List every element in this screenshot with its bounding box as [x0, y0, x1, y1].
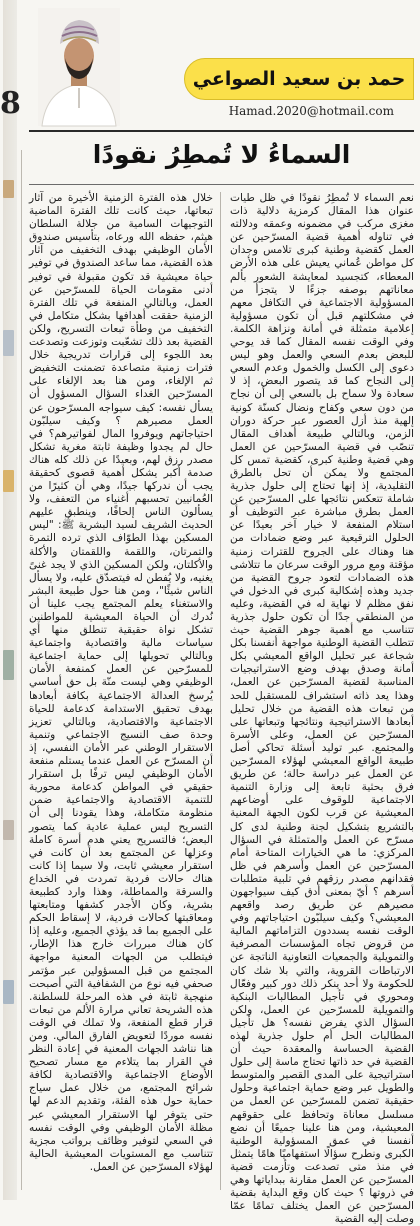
article-column-left [29, 192, 213, 1190]
page-edge-color-chip [3, 330, 14, 356]
page-edge-color-chip [3, 650, 14, 680]
article-title: السماءُ لا تُمطِرُ نقودًا [92, 140, 351, 169]
page-edge-color-chip [3, 180, 14, 198]
article [29, 0, 414, 1226]
article-body [29, 192, 414, 1226]
page-edge-digit: 8 [0, 86, 21, 121]
page-edge-color-chip [3, 980, 14, 1004]
page-edge-color-chip [3, 820, 14, 840]
title-divider [29, 184, 414, 185]
column-left-text: خلال هذه الفترة الزمنية الأخيرة من آثار تبعاتها، حيث كانت تلك الفترة الماضية التوجيهات السامية من جلالة السلطان هيثم، حفظه الله ورعاه، بتأسيس صندوق الأمان الوظيفي بهدف التخفيف من آثار هذه القضية، مما ساعد الصندوق في توفير حياة معيشية قد تكون مقبولة في توفير أدنى مقومات الحياة للمسرّحين عن العمل، وبالتالي المنفعة في تلك الفترة الزمنية حققت أهدافها بشكل متكامل في التخفيف من وطأة تبعات التسريح، ولكن القضية بعد ذلك تشعّبت وتوزعت وتصدعت بعد اللجوء إلى قرارات تدريجية خلال فترات زمنية متصاعدة تضمنت التخفيض ثم الإلغاء، ومن هنا بعد الإلغاء على المسرّحين الغداء السؤال المسؤول أن يسأل نفسه: كيف سيواجه المسرّحون عن العمل مصيرهم ؟ وكيف سيلبّون احتياجاتهم ويوفروا المال لفواتيرهم؟ في حال لم يجدوا وظيفة ثابتة مغرية تشكل مصدر رزق لهم، وبعيدًا عن ذلك كله هناك صدمة أكبر يشكل أهمية قصوى كحقيقة يجب أن ندركها جيدًا، وهي أن كثيرًا من العُمانيين تحسبهم أغنياء من التعفف، ولا يسألون الناس إلحافًا، وينطبق عليهم الحديث الشريف لسيد البشرية ﷺ: "ليس المسكين بهذا الطوّاف الذي ترده التمرة والتمرتان، واللقمة واللقمتان والأكلة والأكلتان، ولكن المسكين الذي لا يجد غنىً يغنيه، ولا يُفطن له فيتصدّق عليه، ولا يسأل الناس شيئًا"، ومن هنا حول طبيعة البشر والاستغناء يعلم المجتمع يجب علينا أن نُدرك أن الحياة المعيشية للمواطنين تشكل نواة حقيقية تنطلق منها أي سياسات مالية واقتصادية واجتماعية وبالتالي تحويلها إلى حماية اجتماعية للمسرّحين عن العمل كمنفعة الأمان الوظيفي وهي ليست منّة بل حق أساسي يُرسخ العدالة الاجتماعية بكافة أبعادها بهدف تحقيق الاستدامة كدعامة للحياة الاجتماعية والاقتصادية، وبالتالي تعزيز وحدة صف النسيج الاجتماعي وتنمية الاستقرار الوطني عبر الأمان النفسي، إذ أن المسرّح عن العمل عندما يستلم منفعة الأمان الوظيفي ليس ترفًا بل استقرار حقيقي في المواطن كدعامة محورية للتنمية الاقتصادية والاجتماعية ضمن منظومة متكاملة، وهذا يقودنا إلى أن التسريح ليس عملية عادية كما يتصور البعض؛ فالتسريح يعني هدم أسرة كاملة وعزلها عن المجتمع بعد أن كانت في استقرار معيشي ثابت، ولا سيما إذا كانت هناك حالات فردية تمردت في الخداع والسرقة والمماطلة، وهذا وارد كطبيعة بشرية، وكان الأجدر كشفها ومتابعتها ومعاقبتها كحالات فردية، لا إسقاط الحكم على الجميع بما قد يؤذي الجميع، وعليه إذا كان هناك مبررات خارج هذا الإطار، فيتطلب من الجهات المعنية مواجهة المجتمع من قبل المسؤولين عبر مؤتمر صحفي فيه نوع من الشفافية التي أصبحت منهجية ثابتة في هذه المرحلة للسلطنة. هذه الشريحة تعاني مرارة الألم من تبعات قرار قطع المنفعة، ولا تملك في الوقت نفسه موردًا لتعويض الفارق المالي. ومن هنا نناشد الجهات المعنية في إعادة النظر في القرار بما يتلاءم مع مسار تصحيح الأوضاع الاجتماعية والاقتصادية لكافة شرائح المجتمع، من خلال عمل سياج حماية حول هذه الفئة، وتقديم الدعم لها حتى يتوفر لها الاستقرار المعيشي عبر مظلة الأمان الوظيفي وفي الوقت نفسه في السعي لتوفير وظائف برواتب مجزية تتناسب مع المستويات المعيشية الحالية لهؤلاء المسرّحين عن العمل. [29, 192, 213, 1173]
column-right-text: نعم السماء لا تُمطِرُ نقودًا في ظل طيات عنوان هذا المقال كرمزية دلالية ذات مغزى مركب في مضمونه وعمقه ودلالته في تناوله أهمية قضية المسرّحين عن العمل كقضية وطنية كبرى تلامس وجدان كل مواطن عُماني يعيش على هذه الأرض المعطاء، كتجسيد لمعايشة الشعور بألم معاناتهم بوصفه جزءًا لا يتجزأ من المسؤولية الاجتماعية في التكافل معهم في مشكلتهم قبل أن تكون مسؤولية إعلامية متمثلة في أمانة ونزاهة الكلمة. وفي الوقت نفسه المقال كما قد يوحي للبعض بعدم السعي والعمل وهو ليس دعوى إلى الكسل والخمول وعدم السعي إلى النجاح كما قد يتصور البعض، إذ لا سعادة ولا سماح بل بالسعي إلى أن نجاح من دون سعي وكفاح ونضال كسنّة كونية إلهية منذ أزل العصور عبر حركة دوران الزمن، وبالتالي طبيعة أهداف المقال تنصّب في قضية المسرّحين عن العمل وهي قضية وطنية كبرى، كقضية تمس كل المجتمع ولا يمكن أن تحل بالطرق التقليدية، إذ إنها تحتاج إلى حلول جذرية شاملة تتعكس نتائجها على المسرّحين عن العمل بطرق مباشرة عبر التوظيف أو استلام المنفعة لا خيار آخر بعيدًا عن الحلول الترقيعية عبر وضع ضمادات من هنا وهناك على الجروح للقترات زمنية مؤقتة ومع مرور الوقت سرعان ما تتلاشى هذه الضمادات لتعود جروح القضية من جديد وهذه إشكالية كبرى في الدخول في نفق مظلم لا نهاية له في القضية، وعليه من المنطقي جدًا أن تكون حلول جذرية تتناسب مع أهمية جوهر القضية حيث تتطلب القضية الوطنية مواجهة أنفسنا بكل شجاعة عبر تحليل الواقع المعيشي بكل أمانة وصدق بهدف وضع الاستراتيجيات المناسبة لقضية المسرّحين عن العمل، وهذا يعد ذاته استشراف للمستقبل للحد من تبعات هذه القضية من خلال تحليل أبعادها الاستراتيجية ونتائجها وتبعاتها على المسرّحين عن العمل، وعلى الأسرة والمجتمع. عبر توليد أسئلة تحاكي أصل طبيعة الواقع المعيشي لهؤلاء المسرّحين عن العمل عبر دراسة حالة؛ عن طريق فرق بحثية تابعة إلى وزارة التنمية الاجتماعية للوقوف على أوضاعهم المعيشية عن قرب لكون الجهة المعنية بالتشريع بتشكيل لجنة وطنية لدى كل مسرّح عن العمل والمتمثلة في السؤال المركزي: ما هي الخيارات المتاحة أمام المسرّحين عن العمل وأسرهم في ظل فقدانهم مصدر رزقهم في تلبية متطلبات أسرهم ؟ أيّ بمعنى أدق كيف سيواجهون مصيرهم عن طريق رصد واقعهم المعيشي؟ وكيف سيلبّون احتياجاتهم وفي الوقت نفسه يسددون التزاماتهم المالية من قروض تجاه المؤسسات المصرفية والتمويلية والجمعيات التعاونية الناتجة عن الارتباطات القروية، والتي بلا شك كان للحكومة ولا أحد ينكر ذلك دور كبير وفعّال ومحوري في تأجيل المطالبات البنكية والتمويلية للمسرّحين عن العمل، ولكن السؤال الذي يفرض نفسه؟ هل تأجيل المطالبات الحل أم حلول جذرية لهذه القضية الحساسة والمعقدة حيث أن القضية في حد ذاتها تحتاج ماسة إلى حلول استراتيجية على المدى القصير والمتوسط والطويل عبر وضع حماية اجتماعية وحلول حقيقية تضمن للمسرّحين عن العمل من مسلسل معاناة وتحافظ على حقوقهم المعيشية، ومن هنا علينا جميعًا أن نضع أنفسنا في عمق المسؤولية الوطنية الكبرى ونطرح سؤالًا استفهاميًا هامًا يتمثل في منذ متى تصدعت وتأزمت قضية المسرّحين عن العمل مقارنة ببداياتها وهي في ذروتها ؟ حيث كان وقع البداية بقضية المسرّحين عن العمل يختلف تمامًا عمّا وصلت إليه القضية [230, 192, 414, 1226]
header-divider [29, 130, 414, 132]
column-divider [220, 192, 221, 1190]
author-name-band: حمد بن سعيد الصواعي [184, 58, 414, 100]
author-email: Hamad.2020@hotmail.com [228, 104, 394, 118]
page-edge-color-chip [3, 470, 14, 492]
page-edge-rule [21, 150, 22, 1190]
article-header [29, 0, 414, 130]
article-column-right [230, 192, 414, 1226]
page-edge-strip [0, 0, 21, 1200]
author-photo [38, 8, 120, 126]
